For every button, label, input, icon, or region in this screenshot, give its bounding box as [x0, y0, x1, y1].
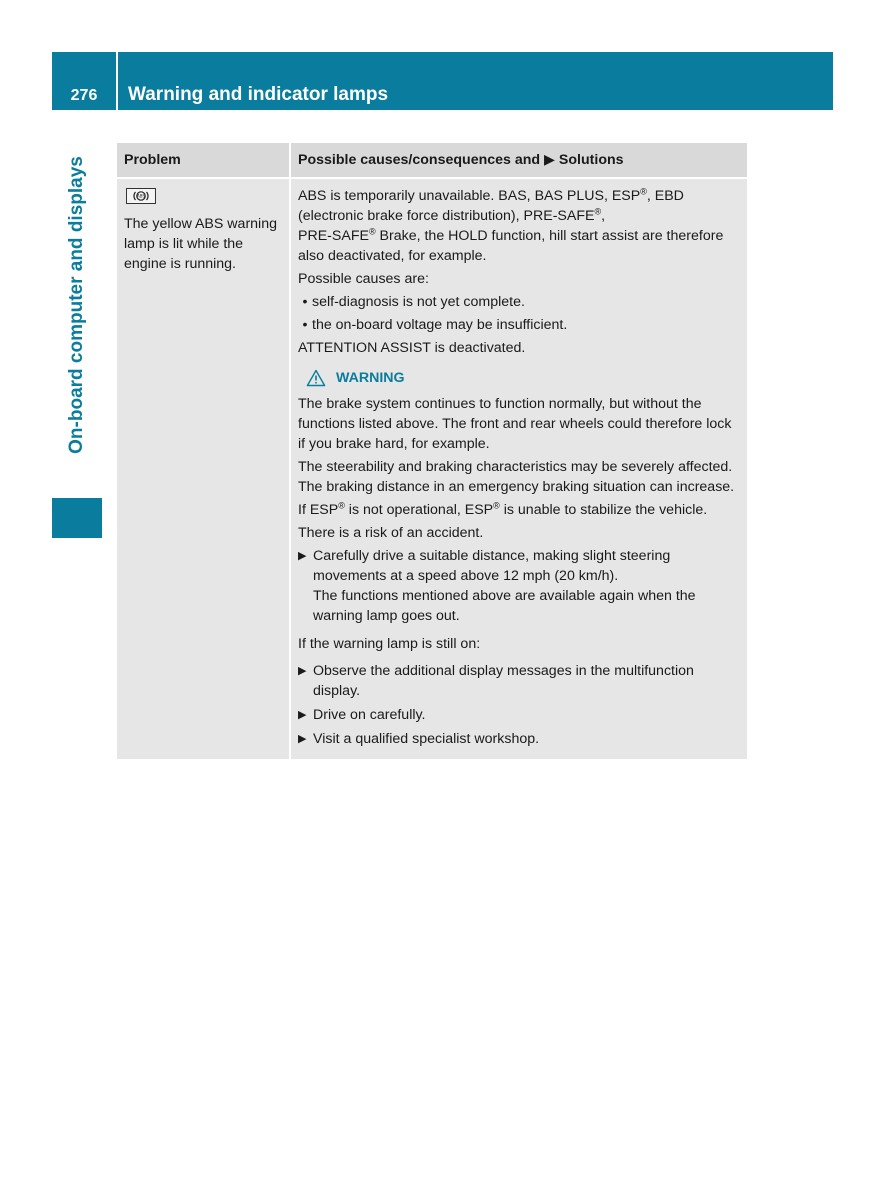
- side-tab-label: On-board computer and displays: [66, 156, 87, 454]
- warning-label: WARNING: [336, 370, 405, 386]
- list-item: ▶ Visit a qualified specialist workshop.: [298, 731, 540, 747]
- arrow-right-icon: ▶: [298, 550, 307, 562]
- warning-paragraph: There is a risk of an accident.: [298, 525, 484, 541]
- possible-causes-label: Possible causes are:: [298, 271, 429, 287]
- arrow-right-icon: ▶: [298, 665, 307, 677]
- column-header-problem: Problem: [117, 143, 290, 178]
- table-header-row: [117, 143, 747, 178]
- intro-text: ABS is temporarily unavailable. BAS, BAS PLUS, ESP®, EBD (electronic brake force distribution), PRE-SAFE®, PRE-SAFE® Brake, the HOLD function, hill start assist are therefore also deactivated, for example.: [298, 186, 724, 264]
- warning-paragraph: If ESP® is not operational, ESP® is unable to stabilize the vehicle.: [298, 500, 708, 518]
- arrow-right-icon: ▶: [544, 152, 555, 168]
- arrow-right-icon: ▶: [298, 709, 307, 721]
- abs-warning-lamp-icon: [126, 188, 156, 204]
- column-header-causes: Possible causes/consequences and ▶ Solutions: [290, 143, 747, 178]
- page-number: 276: [52, 52, 116, 110]
- warning-heading: [306, 368, 740, 388]
- list-item: ▶ Drive on carefully.: [298, 707, 426, 723]
- svg-text:ABS: ABS: [137, 193, 145, 199]
- table-row: [117, 178, 747, 759]
- list-item: • the on-board voltage may be insufficient.: [302, 317, 568, 333]
- page-title: Warning and indicator lamps: [118, 52, 833, 110]
- problem-text: The yellow ABS warning lamp is lit while the engine is running.: [124, 216, 277, 272]
- warning-triangle-icon: [306, 369, 326, 387]
- list-item: • self-diagnosis is not yet complete.: [302, 294, 525, 310]
- warning-paragraph: The steerability and braking characteristics may be severely affected. The braking distance in an emergency braking situation can increase.: [298, 459, 735, 495]
- list-item: ▶ Carefully drive a suitable distance, making slight steering movements at a speed above 12 mph (20 km/h). The functions mentioned above are available again when the warning lamp goes out.: [298, 548, 696, 624]
- list-item: ▶ Observe the additional display messages in the multifunction display.: [298, 663, 694, 699]
- if-still-on-text: If the warning lamp is still on:: [298, 636, 481, 652]
- arrow-right-icon: ▶: [298, 733, 307, 745]
- side-tab: [52, 112, 102, 498]
- causes-cell: [290, 178, 747, 759]
- side-tab-marker: [52, 498, 102, 538]
- warning-lamp-table: [117, 143, 747, 759]
- problem-cell: [117, 178, 290, 759]
- warning-paragraph: The brake system continues to function normally, but without the functions listed above. The front and rear wheels could therefore lock if you brake hard, for example.: [298, 396, 732, 452]
- attention-text: ATTENTION ASSIST is deactivated.: [298, 340, 526, 356]
